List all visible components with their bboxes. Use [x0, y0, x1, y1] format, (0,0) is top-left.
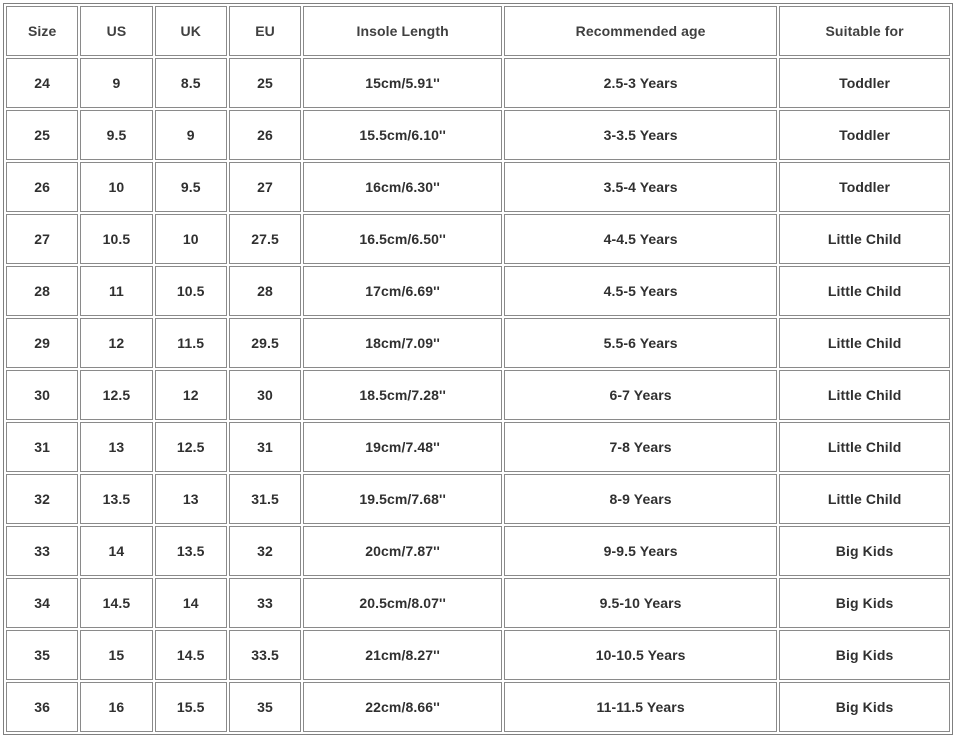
us-size-cell: 11	[80, 266, 152, 316]
eu-size-cell: 33.5	[229, 630, 301, 680]
table-row	[6, 58, 950, 108]
eu-size-cell: 27.5	[229, 214, 301, 264]
table-body	[6, 58, 950, 732]
uk-size-cell: 15.5	[155, 682, 227, 732]
us-size-cell: 13.5	[80, 474, 152, 524]
insole-length-cell: 19cm/7.48''	[303, 422, 502, 472]
uk-size-cell: 9	[155, 110, 227, 160]
eu-size-cell: 35	[229, 682, 301, 732]
uk-size-cell: 12.5	[155, 422, 227, 472]
uk-size-cell: 8.5	[155, 58, 227, 108]
uk-header: UK	[155, 6, 227, 56]
suitable-for-header: Suitable for	[779, 6, 950, 56]
insole-length-cell: 15cm/5.91''	[303, 58, 502, 108]
uk-size-cell: 10.5	[155, 266, 227, 316]
suitable-for-cell: Toddler	[779, 162, 950, 212]
recommended-age-cell: 9.5-10 Years	[504, 578, 777, 628]
uk-size-cell: 13	[155, 474, 227, 524]
us-size-cell: 10	[80, 162, 152, 212]
recommended-age-cell: 5.5-6 Years	[504, 318, 777, 368]
suitable-for-cell: Toddler	[779, 110, 950, 160]
header-row	[6, 6, 950, 56]
eu-size-cell: 31.5	[229, 474, 301, 524]
eu-size-cell: 30	[229, 370, 301, 420]
suitable-for-cell: Little Child	[779, 422, 950, 472]
eu-header: EU	[229, 6, 301, 56]
us-size-cell: 10.5	[80, 214, 152, 264]
suitable-for-cell: Toddler	[779, 58, 950, 108]
eu-size-cell: 29.5	[229, 318, 301, 368]
size-cell: 27	[6, 214, 78, 264]
size-cell: 36	[6, 682, 78, 732]
suitable-for-cell: Little Child	[779, 370, 950, 420]
eu-size-cell: 27	[229, 162, 301, 212]
suitable-for-cell: Big Kids	[779, 682, 950, 732]
size-cell: 25	[6, 110, 78, 160]
uk-size-cell: 10	[155, 214, 227, 264]
suitable-for-cell: Little Child	[779, 214, 950, 264]
suitable-for-cell: Little Child	[779, 474, 950, 524]
table-row	[6, 630, 950, 680]
insole-length-cell: 15.5cm/6.10''	[303, 110, 502, 160]
size-cell: 30	[6, 370, 78, 420]
suitable-for-cell: Big Kids	[779, 578, 950, 628]
size-cell: 28	[6, 266, 78, 316]
size-cell: 26	[6, 162, 78, 212]
size-header: Size	[6, 6, 78, 56]
size-cell: 33	[6, 526, 78, 576]
table-row	[6, 162, 950, 212]
uk-size-cell: 12	[155, 370, 227, 420]
size-cell: 32	[6, 474, 78, 524]
size-cell: 29	[6, 318, 78, 368]
us-size-cell: 12	[80, 318, 152, 368]
us-size-cell: 15	[80, 630, 152, 680]
suitable-for-cell: Little Child	[779, 266, 950, 316]
us-header: US	[80, 6, 152, 56]
us-size-cell: 16	[80, 682, 152, 732]
us-size-cell: 9	[80, 58, 152, 108]
eu-size-cell: 31	[229, 422, 301, 472]
size-cell: 34	[6, 578, 78, 628]
table-row	[6, 578, 950, 628]
recommended-age-cell: 6-7 Years	[504, 370, 777, 420]
suitable-for-cell: Big Kids	[779, 630, 950, 680]
recommended-age-header: Recommended age	[504, 6, 777, 56]
table-row	[6, 214, 950, 264]
recommended-age-cell: 3-3.5 Years	[504, 110, 777, 160]
insole-length-cell: 16.5cm/6.50''	[303, 214, 502, 264]
insole-length-cell: 21cm/8.27''	[303, 630, 502, 680]
insole-length-cell: 22cm/8.66''	[303, 682, 502, 732]
table-row	[6, 422, 950, 472]
size-cell: 31	[6, 422, 78, 472]
size-cell: 35	[6, 630, 78, 680]
uk-size-cell: 13.5	[155, 526, 227, 576]
uk-size-cell: 11.5	[155, 318, 227, 368]
recommended-age-cell: 4-4.5 Years	[504, 214, 777, 264]
eu-size-cell: 26	[229, 110, 301, 160]
us-size-cell: 9.5	[80, 110, 152, 160]
eu-size-cell: 33	[229, 578, 301, 628]
uk-size-cell: 14	[155, 578, 227, 628]
insole-length-cell: 19.5cm/7.68''	[303, 474, 502, 524]
size-cell: 24	[6, 58, 78, 108]
table-header	[6, 6, 950, 56]
table-row	[6, 682, 950, 732]
uk-size-cell: 9.5	[155, 162, 227, 212]
table-row	[6, 474, 950, 524]
suitable-for-cell: Little Child	[779, 318, 950, 368]
insole-length-cell: 18cm/7.09''	[303, 318, 502, 368]
us-size-cell: 14	[80, 526, 152, 576]
eu-size-cell: 28	[229, 266, 301, 316]
us-size-cell: 12.5	[80, 370, 152, 420]
table-row	[6, 266, 950, 316]
table-row	[6, 318, 950, 368]
table-row	[6, 370, 950, 420]
recommended-age-cell: 8-9 Years	[504, 474, 777, 524]
recommended-age-cell: 9-9.5 Years	[504, 526, 777, 576]
table-row	[6, 526, 950, 576]
insole-length-cell: 20cm/7.87''	[303, 526, 502, 576]
eu-size-cell: 32	[229, 526, 301, 576]
recommended-age-cell: 11-11.5 Years	[504, 682, 777, 732]
recommended-age-cell: 4.5-5 Years	[504, 266, 777, 316]
insole-length-cell: 20.5cm/8.07''	[303, 578, 502, 628]
recommended-age-cell: 10-10.5 Years	[504, 630, 777, 680]
insole-length-cell: 18.5cm/7.28''	[303, 370, 502, 420]
insole-length-cell: 17cm/6.69''	[303, 266, 502, 316]
recommended-age-cell: 7-8 Years	[504, 422, 777, 472]
us-size-cell: 14.5	[80, 578, 152, 628]
suitable-for-cell: Big Kids	[779, 526, 950, 576]
recommended-age-cell: 3.5-4 Years	[504, 162, 777, 212]
insole-length-cell: 16cm/6.30''	[303, 162, 502, 212]
size-chart-table	[3, 3, 953, 735]
uk-size-cell: 14.5	[155, 630, 227, 680]
table-row	[6, 110, 950, 160]
eu-size-cell: 25	[229, 58, 301, 108]
us-size-cell: 13	[80, 422, 152, 472]
insole-length-header: Insole Length	[303, 6, 502, 56]
recommended-age-cell: 2.5-3 Years	[504, 58, 777, 108]
